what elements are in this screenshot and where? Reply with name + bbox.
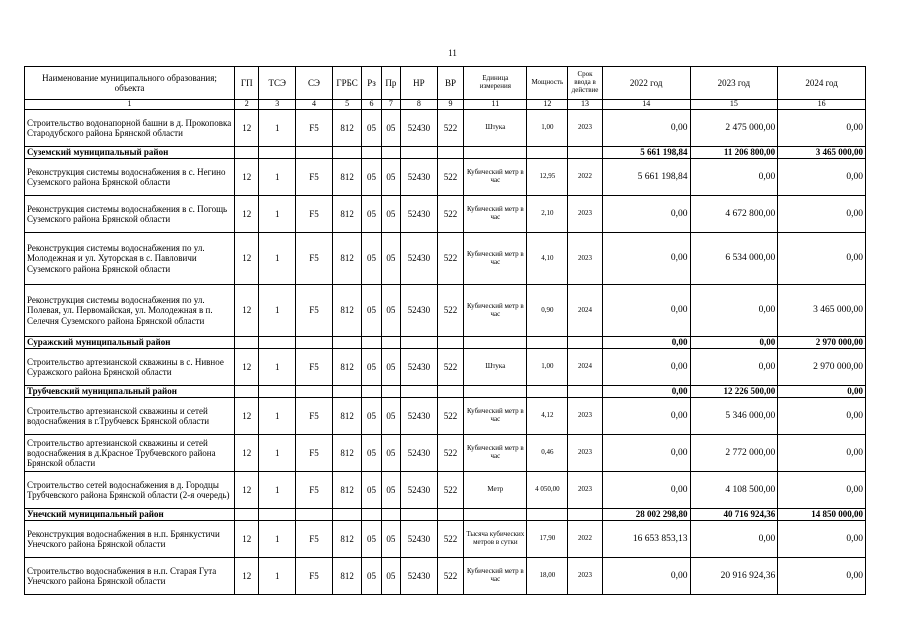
cell-2023: 2 772 000,00: [690, 435, 778, 472]
empty-cell: [332, 386, 362, 398]
cell-tse: 1: [259, 285, 296, 337]
cell-power: 0,46: [527, 435, 568, 472]
cell-2023: 0,00: [690, 285, 778, 337]
cell-tse: 1: [259, 558, 296, 595]
header-term: Срок ввода в действие: [568, 67, 603, 100]
empty-cell: [437, 337, 464, 349]
cell-2024: 3 465 000,00: [778, 147, 866, 159]
header-pr: Пр: [381, 67, 400, 100]
column-number: 13: [568, 100, 603, 110]
object-name: Строительство артезианской скважины и сетей водоснабжения в д.Красное Трубчевского района Брянской области: [25, 435, 235, 472]
empty-cell: [401, 337, 438, 349]
header-power: Мощность: [527, 67, 568, 100]
cell-2022: 0,00: [602, 233, 690, 285]
empty-cell: [332, 509, 362, 521]
cell-2023: 0,00: [690, 349, 778, 386]
cell-nr: 52430: [401, 110, 438, 147]
cell-2022: 5 661 198,84: [602, 147, 690, 159]
cell-grbs: 812: [332, 472, 362, 509]
empty-cell: [259, 147, 296, 159]
cell-grbs: 812: [332, 521, 362, 558]
cell-term: 2024: [568, 285, 603, 337]
header-grbs: ГРБС: [332, 67, 362, 100]
cell-power: 18,00: [527, 558, 568, 595]
cell-2023: 0,00: [690, 521, 778, 558]
cell-nr: 52430: [401, 159, 438, 196]
cell-2024: 3 465 000,00: [778, 285, 866, 337]
cell-unit: Кубический метр в час: [464, 233, 527, 285]
cell-tse: 1: [259, 435, 296, 472]
cell-nr: 52430: [401, 435, 438, 472]
cell-2022: 5 661 198,84: [602, 159, 690, 196]
cell-2023: 5 346 000,00: [690, 398, 778, 435]
cell-2023: 11 206 800,00: [690, 147, 778, 159]
cell-rz: 05: [362, 558, 381, 595]
cell-rz: 05: [362, 435, 381, 472]
cell-se: F5: [296, 472, 333, 509]
cell-tse: 1: [259, 159, 296, 196]
empty-cell: [437, 509, 464, 521]
cell-se: F5: [296, 521, 333, 558]
cell-2022: 0,00: [602, 110, 690, 147]
cell-2023: 20 916 924,36: [690, 558, 778, 595]
empty-cell: [527, 147, 568, 159]
empty-cell: [362, 147, 381, 159]
cell-2024: 0,00: [778, 110, 866, 147]
cell-gp: 12: [234, 521, 258, 558]
cell-2022: 0,00: [602, 196, 690, 233]
cell-gp: 12: [234, 159, 258, 196]
cell-gp: 12: [234, 472, 258, 509]
object-row: [25, 521, 866, 558]
empty-cell: [464, 147, 527, 159]
cell-2023: 0,00: [690, 159, 778, 196]
cell-gp: 12: [234, 558, 258, 595]
empty-cell: [527, 386, 568, 398]
cell-rz: 05: [362, 285, 381, 337]
header-unit: Единица измерения: [464, 67, 527, 100]
cell-se: F5: [296, 435, 333, 472]
cell-se: F5: [296, 159, 333, 196]
cell-unit: Штука: [464, 349, 527, 386]
cell-gp: 12: [234, 110, 258, 147]
empty-cell: [296, 337, 333, 349]
cell-2022: 16 653 853,13: [602, 521, 690, 558]
object-name: Реконструкция системы водоснабжения по ул. Полевая, ул. Первомайская, ул. Молодежная в п. Селечня Суземского района Брянской области: [25, 285, 235, 337]
cell-vr: 522: [437, 159, 464, 196]
cell-pr: 05: [381, 285, 400, 337]
empty-cell: [234, 337, 258, 349]
cell-2024: 0,00: [778, 398, 866, 435]
cell-2022: 0,00: [602, 285, 690, 337]
object-row: [25, 472, 866, 509]
cell-rz: 05: [362, 521, 381, 558]
column-number: 2: [234, 100, 258, 110]
cell-vr: 522: [437, 472, 464, 509]
cell-gp: 12: [234, 435, 258, 472]
cell-pr: 05: [381, 472, 400, 509]
object-row: [25, 349, 866, 386]
cell-gp: 12: [234, 285, 258, 337]
cell-2022: 0,00: [602, 558, 690, 595]
object-row: [25, 110, 866, 147]
empty-cell: [381, 509, 400, 521]
object-name: Реконструкция системы водоснабжения в с. Негино Суземского района Брянской области: [25, 159, 235, 196]
empty-cell: [296, 147, 333, 159]
empty-cell: [296, 386, 333, 398]
cell-power: 4,12: [527, 398, 568, 435]
empty-cell: [332, 147, 362, 159]
header-vr: ВР: [437, 67, 464, 100]
header-2022: 2022 год: [602, 67, 690, 100]
table-body: [25, 67, 866, 595]
cell-pr: 05: [381, 349, 400, 386]
cell-power: 17,90: [527, 521, 568, 558]
column-number: 12: [527, 100, 568, 110]
object-row: [25, 435, 866, 472]
cell-rz: 05: [362, 110, 381, 147]
object-name: Реконструкция системы водоснабжения по ул. Молодежная и ул. Хуторская в с. Павловичи Суземского района Брянской области: [25, 233, 235, 285]
column-number-row: [25, 100, 866, 110]
cell-power: 12,95: [527, 159, 568, 196]
cell-2024: 0,00: [778, 159, 866, 196]
cell-2024: 14 850 000,00: [778, 509, 866, 521]
empty-cell: [259, 337, 296, 349]
cell-se: F5: [296, 398, 333, 435]
empty-cell: [568, 147, 603, 159]
cell-vr: 522: [437, 521, 464, 558]
cell-rz: 05: [362, 159, 381, 196]
region-row: [25, 337, 866, 349]
cell-tse: 1: [259, 233, 296, 285]
object-row: [25, 398, 866, 435]
region-row: [25, 386, 866, 398]
cell-term: 2023: [568, 110, 603, 147]
cell-term: 2022: [568, 521, 603, 558]
cell-2024: 0,00: [778, 521, 866, 558]
empty-cell: [332, 337, 362, 349]
cell-rz: 05: [362, 233, 381, 285]
empty-cell: [527, 509, 568, 521]
region-name: Суземский муниципальный район: [25, 147, 235, 159]
cell-2024: 2 970 000,00: [778, 337, 866, 349]
cell-power: 4,10: [527, 233, 568, 285]
cell-se: F5: [296, 349, 333, 386]
empty-cell: [568, 509, 603, 521]
object-row: [25, 196, 866, 233]
cell-pr: 05: [381, 398, 400, 435]
cell-term: 2023: [568, 558, 603, 595]
cell-grbs: 812: [332, 159, 362, 196]
cell-2024: 0,00: [778, 233, 866, 285]
column-number: 8: [401, 100, 438, 110]
cell-se: F5: [296, 558, 333, 595]
cell-vr: 522: [437, 558, 464, 595]
cell-se: F5: [296, 285, 333, 337]
column-number: 7: [381, 100, 400, 110]
object-row: [25, 285, 866, 337]
cell-2023: 40 716 924,36: [690, 509, 778, 521]
cell-power: 0,90: [527, 285, 568, 337]
object-name: Строительство артезианской скважины в с. Нивное Суражского района Брянской области: [25, 349, 235, 386]
cell-unit: Кубический метр в час: [464, 285, 527, 337]
cell-2023: 6 534 000,00: [690, 233, 778, 285]
object-row: [25, 159, 866, 196]
cell-2024: 2 970 000,00: [778, 349, 866, 386]
cell-2022: 0,00: [602, 398, 690, 435]
cell-2023: 12 226 500,00: [690, 386, 778, 398]
object-name: Строительство артезианской скважины и сетей водоснабжения в г.Трубчевск Брянской области: [25, 398, 235, 435]
cell-pr: 05: [381, 435, 400, 472]
cell-unit: Тысяча кубических метров в сутки: [464, 521, 527, 558]
cell-term: 2023: [568, 435, 603, 472]
cell-term: 2023: [568, 196, 603, 233]
cell-2022: 0,00: [602, 472, 690, 509]
empty-cell: [568, 337, 603, 349]
cell-pr: 05: [381, 233, 400, 285]
cell-unit: Кубический метр в час: [464, 558, 527, 595]
cell-grbs: 812: [332, 196, 362, 233]
empty-cell: [437, 386, 464, 398]
cell-vr: 522: [437, 398, 464, 435]
object-row: [25, 558, 866, 595]
empty-cell: [234, 509, 258, 521]
column-number: 6: [362, 100, 381, 110]
cell-vr: 522: [437, 196, 464, 233]
cell-2023: 4 108 500,00: [690, 472, 778, 509]
empty-cell: [362, 337, 381, 349]
empty-cell: [234, 147, 258, 159]
column-number: 11: [464, 100, 527, 110]
empty-cell: [401, 386, 438, 398]
cell-vr: 522: [437, 233, 464, 285]
cell-grbs: 812: [332, 349, 362, 386]
header-se: СЭ: [296, 67, 333, 100]
cell-rz: 05: [362, 349, 381, 386]
empty-cell: [381, 147, 400, 159]
cell-se: F5: [296, 196, 333, 233]
cell-2024: 0,00: [778, 435, 866, 472]
cell-vr: 522: [437, 349, 464, 386]
empty-cell: [437, 147, 464, 159]
empty-cell: [259, 386, 296, 398]
cell-tse: 1: [259, 349, 296, 386]
empty-cell: [464, 337, 527, 349]
cell-unit: Кубический метр в час: [464, 196, 527, 233]
cell-term: 2023: [568, 233, 603, 285]
empty-cell: [234, 386, 258, 398]
cell-tse: 1: [259, 521, 296, 558]
empty-cell: [259, 509, 296, 521]
region-name: Унечский муниципальный район: [25, 509, 235, 521]
cell-grbs: 812: [332, 398, 362, 435]
cell-nr: 52430: [401, 472, 438, 509]
cell-2024: 0,00: [778, 472, 866, 509]
cell-power: 2,10: [527, 196, 568, 233]
cell-unit: Метр: [464, 472, 527, 509]
cell-2022: 0,00: [602, 386, 690, 398]
cell-nr: 52430: [401, 285, 438, 337]
empty-cell: [381, 337, 400, 349]
column-number: 16: [778, 100, 866, 110]
cell-se: F5: [296, 110, 333, 147]
cell-2023: 2 475 000,00: [690, 110, 778, 147]
cell-gp: 12: [234, 233, 258, 285]
cell-unit: Кубический метр в час: [464, 435, 527, 472]
cell-2024: 0,00: [778, 196, 866, 233]
cell-grbs: 812: [332, 558, 362, 595]
cell-2022: 0,00: [602, 435, 690, 472]
cell-grbs: 812: [332, 435, 362, 472]
cell-rz: 05: [362, 398, 381, 435]
empty-cell: [362, 509, 381, 521]
cell-2023: 0,00: [690, 337, 778, 349]
cell-rz: 05: [362, 472, 381, 509]
column-number: 15: [690, 100, 778, 110]
cell-grbs: 812: [332, 110, 362, 147]
empty-cell: [527, 337, 568, 349]
cell-term: 2024: [568, 349, 603, 386]
cell-2022: 28 002 298,80: [602, 509, 690, 521]
region-row: [25, 509, 866, 521]
cell-2023: 4 672 800,00: [690, 196, 778, 233]
empty-cell: [464, 509, 527, 521]
cell-nr: 52430: [401, 558, 438, 595]
cell-nr: 52430: [401, 349, 438, 386]
cell-pr: 05: [381, 110, 400, 147]
cell-se: F5: [296, 233, 333, 285]
column-number: 5: [332, 100, 362, 110]
object-row: [25, 233, 866, 285]
header-2023: 2023 год: [690, 67, 778, 100]
object-name: Строительство водоснабжения в н.п. Старая Гута Унечского района Брянской области: [25, 558, 235, 595]
cell-pr: 05: [381, 196, 400, 233]
cell-gp: 12: [234, 196, 258, 233]
cell-nr: 52430: [401, 233, 438, 285]
cell-grbs: 812: [332, 233, 362, 285]
cell-pr: 05: [381, 521, 400, 558]
cell-rz: 05: [362, 196, 381, 233]
cell-gp: 12: [234, 349, 258, 386]
cell-term: 2022: [568, 159, 603, 196]
empty-cell: [401, 147, 438, 159]
empty-cell: [401, 509, 438, 521]
header-2024: 2024 год: [778, 67, 866, 100]
cell-term: 2023: [568, 398, 603, 435]
column-number: 14: [602, 100, 690, 110]
object-name: Реконструкция системы водоснабжения в с. Погощь Суземского района Брянской области: [25, 196, 235, 233]
empty-cell: [568, 386, 603, 398]
budget-table: [24, 66, 866, 595]
cell-unit: Кубический метр в час: [464, 398, 527, 435]
header-row: [25, 67, 866, 100]
cell-tse: 1: [259, 110, 296, 147]
object-name: Строительство сетей водоснабжения в д. Городцы Трубчевского района Брянской области (2-я очередь): [25, 472, 235, 509]
header-nr: НР: [401, 67, 438, 100]
header-rz: Рз: [362, 67, 381, 100]
cell-pr: 05: [381, 159, 400, 196]
cell-gp: 12: [234, 398, 258, 435]
cell-power: 4 050,00: [527, 472, 568, 509]
header-gp: ГП: [234, 67, 258, 100]
column-number: 3: [259, 100, 296, 110]
column-number: 1: [25, 100, 235, 110]
cell-tse: 1: [259, 196, 296, 233]
empty-cell: [464, 386, 527, 398]
cell-vr: 522: [437, 285, 464, 337]
page-number: 11: [448, 48, 457, 58]
column-number: 9: [437, 100, 464, 110]
cell-term: 2023: [568, 472, 603, 509]
cell-vr: 522: [437, 435, 464, 472]
header-name: Наименование муниципального образования; объекта: [25, 67, 235, 100]
empty-cell: [362, 386, 381, 398]
cell-unit: Кубический метр в час: [464, 159, 527, 196]
cell-pr: 05: [381, 558, 400, 595]
cell-2024: 0,00: [778, 558, 866, 595]
object-name: Реконструкция водоснабжения в н.п. Брянкустичи Унечского района Брянской области: [25, 521, 235, 558]
cell-power: 1,00: [527, 110, 568, 147]
empty-cell: [296, 509, 333, 521]
cell-2024: 0,00: [778, 386, 866, 398]
header-tse: ТСЭ: [259, 67, 296, 100]
cell-nr: 52430: [401, 196, 438, 233]
object-name: Строительство водонапорной башни в д. Прокоповка Стародубского района Брянской области: [25, 110, 235, 147]
column-number: 4: [296, 100, 333, 110]
cell-tse: 1: [259, 398, 296, 435]
empty-cell: [381, 386, 400, 398]
cell-nr: 52430: [401, 398, 438, 435]
cell-nr: 52430: [401, 521, 438, 558]
cell-tse: 1: [259, 472, 296, 509]
cell-power: 1,00: [527, 349, 568, 386]
cell-unit: Штука: [464, 110, 527, 147]
cell-vr: 522: [437, 110, 464, 147]
region-name: Суражский муниципальный район: [25, 337, 235, 349]
cell-grbs: 812: [332, 285, 362, 337]
cell-2022: 0,00: [602, 349, 690, 386]
region-row: [25, 147, 866, 159]
region-name: Трубчевский муниципальный район: [25, 386, 235, 398]
cell-2022: 0,00: [602, 337, 690, 349]
